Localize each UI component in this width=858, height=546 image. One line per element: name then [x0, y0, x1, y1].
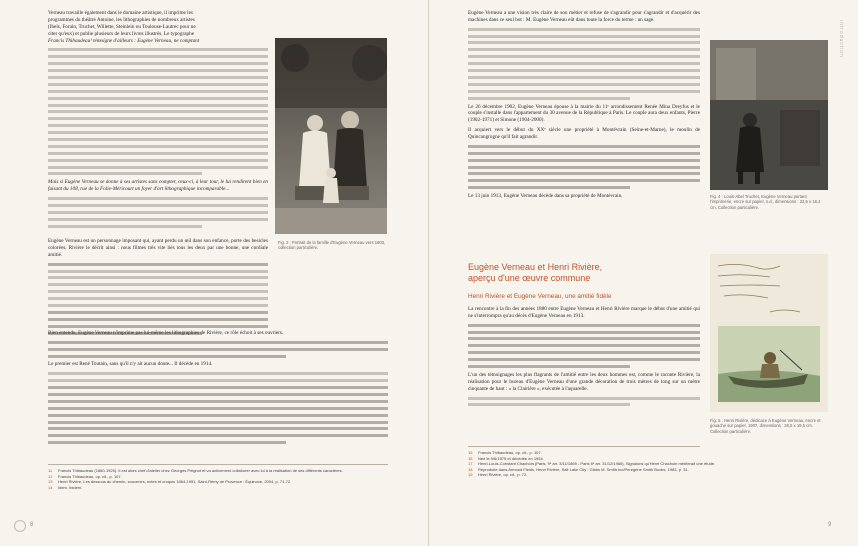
page-number-right: 9: [828, 522, 832, 528]
footnote-rule: [48, 464, 388, 465]
footnote: 13 Henri Rivière, Les dessous du chemin, souvenirs, notes et croquis 1864-1951, Saint-Rémy de Provence : Équinoxe, 2004, p. 71-72.: [48, 479, 292, 485]
footnote: 11 Francis Thibaudeau (1860-1925). Il est alors chef d'atelier chez Georges Peignot et va activement collaborer avec lui à la réalisation de ses différents caractères.: [48, 468, 343, 473]
para-rencontre: La rencontre à la fin des années 1880 entre Eugène Verneau et Henri Rivière marque le début d'une amitié qui ne s'interrompra qu'au décès d'Eugène Verneau en 1913.: [468, 306, 700, 319]
section-title: [468, 262, 698, 284]
footnote: 14 Idem. Ibidem.: [48, 484, 83, 490]
quote-text-block: [48, 48, 268, 175]
personnage-text-block: [48, 263, 268, 335]
mais-si-text-block: [48, 197, 268, 228]
intro-line-2: (Ibels, Forain, Truchet, Willette, Steinlein ou Toulouse-Lautrec pour ne: [48, 23, 196, 30]
para-personnage: Eugène Verneau est un personnage imposant qui, ayant perdu un œil dans son enfance, porte des besicles colorées. Rivière le décrit ainsi : nous filmes très vite liés tous les deux par une bonne, une cordiale amitié.: [48, 238, 268, 258]
footnote: 19 Henri Rivière, op. cit., p. 72.: [468, 472, 528, 478]
intro-line-1: programmes du théâtre Antoine, les lithographies de nombreux artistes: [48, 16, 195, 23]
fig5-illustration: [710, 254, 828, 412]
para-acquiert: Il acquiert vers le début du XXᵉ siècle une propriété à Montévrain (Seine-et-Marne), le moulin de Quincangrogne qu'il fait agrandir.: [468, 127, 700, 141]
fig5-caption: Fig. 5 : Henri Rivière, dédicace à Eugène Verneau, encre et gouache sur papier, 1907, dimensions : 26,5 x 19,5 cm. Collection particulière.: [710, 418, 821, 434]
para-vision: Eugène Verneau a une vision très claire de son métier et refuse de s'agrandir pour s'agrandir et d'acquérir des machines dans ce seul but : M. Eugène Verneau eût dans toute la force du terme : un sage.: [468, 10, 700, 23]
section-title-line2: aperçu d'une œuvre commune: [468, 273, 591, 283]
right-page: [430, 0, 858, 546]
intro-column: [48, 10, 268, 232]
footnotes-right: [468, 450, 808, 478]
para-mais-si: Mais si Eugène Verneau se donne à ses artistes sans compter, ceux-ci, à leur tour, le lui rendirent bien en faisant du 108, rue de la Folie-Méricourt un foyer d'art lithographique incomparable...: [48, 179, 268, 193]
subsection-title: Henri Rivière et Eugène Verneau, une amitié fidèle: [468, 293, 612, 300]
figure-5-dedication: [710, 254, 828, 412]
fig4-caption: Fig. 4 : Louis-Abel Truchet, Eugène Verneau portant l'imprimerie, encre sur papier, s.d., dimensions : 22,5 x 18,4 cm. Collection particulière.: [710, 194, 821, 210]
intro-line-3: citer qu'eux) et publie plusieurs de leurs livres illustrés. Le typographe: [48, 30, 194, 37]
figure-4-drawing: [710, 40, 828, 190]
footnote: 12 Francis Thibaudeau, op. cit., p. 107.: [48, 473, 122, 479]
footnote: 16 Née le 9/6/1879 et décédée en 1954.: [468, 455, 544, 461]
family-photo: [275, 38, 387, 234]
intro-line-0: Verneau travaille également dans le domaine artistique, il imprime les: [48, 10, 193, 16]
acquiert-text-block: [468, 145, 700, 189]
premier-text-block: [48, 372, 388, 444]
footnote: 15 Francis Thibaudeau, op. cit., p. 107.: [468, 450, 542, 455]
footnote-rule: [468, 446, 700, 447]
vision-text-block: [468, 28, 700, 100]
para-premier: Le premier est René Toutain, sans qu'il n'y ait aucun doute... Il décède en 1914.: [48, 361, 213, 368]
para-deces: Le 13 juin 1913, Eugène Verneau décède dans sa propriété de Montévrain.: [468, 193, 623, 200]
footnote: 18 Reproduite dans Armond Fields, Henri Rivière, Salt Lake City : Gibbs M. Smith Inc/Peregrine Smith Books, 1983, p. 31.: [468, 466, 689, 472]
right-column-a: [468, 10, 700, 203]
para-temoignage: L'un des témoignages les plus flagrants de l'amitié entre les deux hommes est, comme le raconte Rivière, la réalisation pour le bureau d'Eugène Verneau d'une grande décoration de trois mètres de long sur un mètre cinquante de haut : « la Clairière », exécutée à l'aquarelle.: [468, 371, 700, 392]
body-column-b: [48, 330, 388, 448]
body-column-a: [48, 238, 268, 338]
para-bien-entendu: Bien entendu, Eugène Verneau n'imprime pas lui-même les lithographies de Rivière, ce rôle échoit à ses ouvriers.: [48, 330, 284, 336]
right-column-b: [468, 306, 700, 410]
rencontre-text-block: [468, 324, 700, 368]
photo-caption: Fig. 2 : Portrait de la famille d'Eugène Verneau vers 1903, collection particulière.: [278, 240, 386, 251]
footnotes-left: [48, 468, 388, 490]
page-number-left: 8: [30, 522, 34, 528]
bien-entendu-text-block: [48, 341, 388, 358]
fig4-illustration: [710, 40, 828, 190]
publisher-logo-icon: [14, 520, 26, 532]
footnote: 17 Henri-Louis-Constant Chachoin (Paris, 9ᵉ arr. 3/11/1869 - Paris 6ᵉ arr. 31/12/1966). Signalons qu'Henri Chachoin mériterait une étude.: [468, 461, 716, 467]
running-vertical-title: introduction: [838, 20, 844, 58]
para-1902: Le 26 décembre 1902, Eugène Verneau épouse à la mairie du 11ᵉ arrondissement Renée Mina Dreyfus et le couple s'installe dans l'appartement du 30 avenue de la République à Paris. Le couple aura deux enfants, Pierre (1902-1971) et Simone (1904-2000).: [468, 103, 700, 124]
family-photo-illustration: [275, 38, 387, 234]
temoignage-text-block: [468, 397, 700, 407]
intro-line-4: Francis Thibaudeau¹ témoigne d'ailleurs : Eugène Verneau, ne comptant: [48, 37, 200, 44]
section-title-line1: Eugène Verneau et Henri Rivière,: [468, 262, 603, 272]
